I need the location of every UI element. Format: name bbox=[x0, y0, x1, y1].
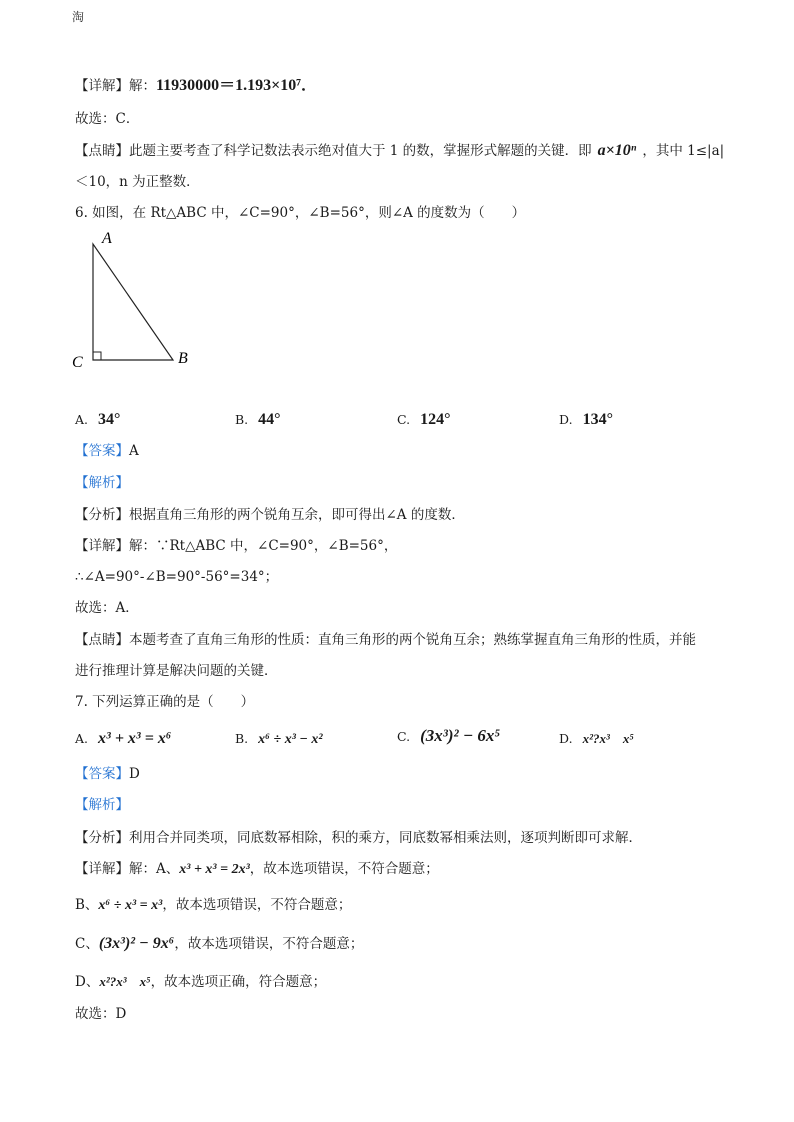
q7-a-tail: ，故本选项错误，不符合题意； bbox=[249, 861, 439, 877]
option-value: 134° bbox=[582, 411, 613, 428]
q7-d-line bbox=[75, 972, 326, 992]
q5-detail-line bbox=[75, 76, 317, 96]
q7-answer-line bbox=[75, 764, 140, 784]
q6-answer-label: 【答案】 bbox=[75, 443, 129, 459]
vertex-label-c: C bbox=[72, 354, 83, 371]
q6-choose: 故选：A． bbox=[75, 600, 139, 616]
q7-xiangjie-label: 【详解】 bbox=[75, 861, 129, 877]
q5-detail-label: 【详解】 bbox=[75, 78, 129, 94]
q6-option-b bbox=[235, 410, 281, 430]
q6-option-c bbox=[397, 410, 451, 430]
q5-note-text: 此题主要考查了科学记数法表示绝对值大于 1 的数，掌握形式解题的关键．即 bbox=[129, 143, 592, 159]
q7-analysis-label: 【解析】 bbox=[75, 797, 129, 813]
q7-option-a bbox=[75, 729, 171, 749]
q7-stem: 7. 下列运算正确的是（ ） bbox=[75, 694, 255, 710]
q6-answer-line bbox=[75, 441, 139, 461]
q7-a-math: x³ + x³ = 2x³ bbox=[179, 862, 250, 877]
option-value: 44° bbox=[258, 411, 281, 428]
option-value: x³ + x³ = x⁶ bbox=[98, 730, 172, 747]
option-value: x²?x³ x⁵ bbox=[582, 731, 634, 746]
option-value: (3x³)² − 6x⁵ bbox=[420, 726, 501, 745]
q7-b-math: x⁶ ÷ x³ = x³ bbox=[98, 898, 163, 913]
vertex-label-b: B bbox=[178, 350, 188, 367]
option-key: D. bbox=[559, 412, 573, 427]
q6-dianjing-line bbox=[75, 630, 696, 650]
q6-fenxi-label: 【分析】 bbox=[75, 507, 129, 523]
q7-option-c bbox=[397, 726, 500, 747]
q7-d-prefix: D、 bbox=[75, 974, 100, 990]
option-key: A. bbox=[75, 412, 89, 427]
q7-answer: D bbox=[129, 766, 140, 782]
q7-d-math: x²?x³ x⁵ bbox=[99, 974, 151, 989]
q7-fenxi: 利用合并同类项，同底数幂相除，积的乘方，同底数幂相乘法则，逐项判断即可求解． bbox=[129, 830, 642, 846]
q5-note-math: a×10ⁿ bbox=[597, 142, 637, 159]
option-value: x⁶ ÷ x³ − x² bbox=[258, 732, 323, 747]
q5-detail-text: 解： bbox=[129, 78, 156, 94]
option-key: D. bbox=[559, 731, 573, 746]
q6-xiangjie: 解：∵Rt△ABC 中，∠C=90°，∠B=56°， bbox=[129, 538, 398, 554]
q7-b-tail: ，故本选项错误，不符合题意； bbox=[162, 897, 352, 913]
option-value: 34° bbox=[98, 411, 121, 428]
q6-dianjing-1: 本题考查了直角三角形的性质：直角三角形的两个锐角互余；熟练掌握直角三角形的性质，并能 bbox=[129, 632, 696, 648]
q6-fenxi-line bbox=[75, 505, 465, 525]
q7-answer-label: 【答案】 bbox=[75, 766, 129, 782]
q7-xiangjie-line bbox=[75, 859, 439, 880]
option-key: A. bbox=[75, 731, 89, 746]
q7-fenxi-line bbox=[75, 828, 642, 848]
q6-option-a bbox=[75, 410, 120, 430]
q5-note-label: 【点睛】 bbox=[75, 143, 129, 159]
q7-option-b bbox=[235, 729, 323, 750]
q6-dianjing-line-2: 进行推理计算是解决问题的关键． bbox=[75, 663, 278, 679]
option-key: B. bbox=[235, 731, 249, 746]
q6-xiangjie-line bbox=[75, 536, 397, 556]
q7-c-tail: ，故本选项错误，不符合题意； bbox=[174, 936, 364, 952]
triangle-figure bbox=[60, 222, 210, 377]
q7-fenxi-label: 【分析】 bbox=[75, 830, 129, 846]
q6-step: ∴∠A=90°-∠B=90°-56°=34°； bbox=[75, 569, 279, 585]
q7-c-line bbox=[75, 934, 363, 954]
q5-detail-math: 11930000＝1.193×10⁷． bbox=[156, 77, 318, 94]
q5-choose: 故选：C． bbox=[75, 111, 140, 127]
option-key: B. bbox=[235, 412, 249, 427]
q7-option-d bbox=[559, 729, 634, 749]
q7-choose: 故选：D bbox=[75, 1006, 127, 1022]
q6-dianjing-label: 【点睛】 bbox=[75, 632, 129, 648]
q7-d-tail: ，故本选项正确，符合题意； bbox=[150, 974, 327, 990]
header-mark: 淘 bbox=[72, 10, 85, 24]
q6-xiangjie-label: 【详解】 bbox=[75, 538, 129, 554]
option-value: 124° bbox=[420, 411, 451, 428]
q5-note-line bbox=[75, 141, 724, 161]
q7-b-prefix: B、 bbox=[75, 897, 99, 913]
q5-note-line-2: ＜10，n 为正整数． bbox=[75, 174, 200, 190]
q6-option-d bbox=[559, 410, 613, 430]
q7-b-line bbox=[75, 895, 351, 916]
option-key: C. bbox=[397, 729, 411, 744]
vertex-label-a: A bbox=[102, 230, 112, 247]
q5-note-tail: ，其中 1≤|a| bbox=[642, 143, 725, 159]
q7-c-prefix: C、 bbox=[75, 936, 99, 952]
q6-analysis-label: 【解析】 bbox=[75, 475, 129, 491]
q6-fenxi: 根据直角三角形的两个锐角互余，即可得出∠A 的度数． bbox=[129, 507, 465, 523]
q6-stem: 6. 如图，在 Rt△ABC 中，∠C=90°，∠B=56°，则∠A 的度数为（ ） bbox=[75, 205, 526, 221]
q7-xiangjie-prefix: 解：A、 bbox=[129, 861, 180, 877]
q6-answer: A bbox=[129, 443, 139, 459]
q7-c-math: (3x³)² − 9x⁶ bbox=[98, 935, 175, 952]
option-key: C. bbox=[397, 412, 411, 427]
